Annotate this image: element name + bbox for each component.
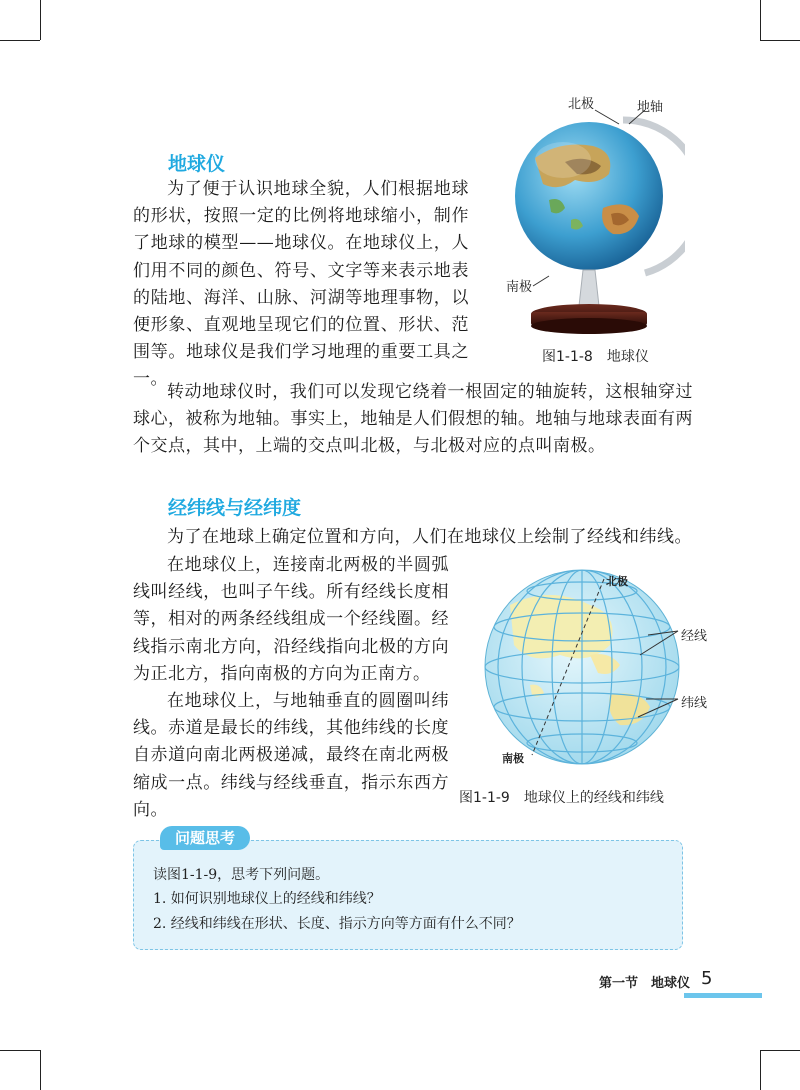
paragraph-meridian: 在地球仪上，连接南北两极的半圆弧线叫经线，也叫子午线。所有经线长度相等，相对的两条经线组成一个经线圈。经线指示南北方向，沿经线指向北极的方向为正北方，指向南极的方向为正南方。 (133, 555, 449, 684)
figure-globe (505, 88, 685, 348)
section-title-graticule: 经纬线与经纬度 (168, 497, 302, 519)
graticule-illustration (470, 565, 710, 770)
caption-figure-graticule: 图1-1-9 地球仪上的经线和纬线 (459, 790, 664, 806)
question-item-1: 1. 如何识别地球仪上的经线和纬线？ (153, 891, 381, 907)
label-meridian: 经线 (681, 629, 708, 644)
crop-mark (40, 0, 41, 40)
paragraph-earth-axis: 转动地球仪时，我们可以发现它绕着一根固定的轴旋转，这根轴穿过球心，被称为地轴。事实上，地轴是人们假想的轴。地轴与地球表面有两个交点，其中，上端的交点叫北极，与北极对应的点叫南极。 (133, 382, 693, 457)
crop-mark (760, 0, 761, 40)
label-north-pole: 北极 (568, 97, 595, 112)
footer-accent-bar (684, 993, 762, 998)
crop-mark (0, 1050, 40, 1051)
question-box-tab: 问题思考 (160, 826, 250, 850)
crop-mark (760, 1050, 761, 1090)
label-parallel: 纬线 (681, 696, 708, 711)
globe-illustration (505, 88, 685, 348)
crop-mark (0, 40, 40, 41)
crop-mark (40, 1050, 41, 1090)
question-item-2: 2. 经线和纬线在形状、长度、指示方向等方面有什么不同？ (153, 916, 521, 932)
footer-section-title: 第一节 地球仪 (598, 976, 690, 991)
paragraph-graticule-intro: 为了在地球上确定位置和方向，人们在地球仪上绘制了经线和纬线。 (167, 527, 692, 547)
label-earth-axis: 地轴 (637, 100, 664, 115)
label-north-pole-2: 北极 (606, 575, 628, 588)
page-number: 5 (701, 968, 713, 989)
label-south-pole-2: 南极 (502, 752, 524, 765)
crop-mark (760, 40, 800, 41)
paragraph-globe-intro: 为了便于认识地球全貌，人们根据地球的形状，按照一定的比例将地球缩小，制作了地球的模型——地球仪。在地球仪上，人们用不同的颜色、符号、文字等来表示地表的陆地、海洋、山脉、河湖等地理事物，以便形象、直观地呈现它们的位置、形状、范围等。地球仪是我们学习地理的重要工具之一。 (133, 179, 469, 390)
figure-graticule (470, 565, 710, 770)
caption-figure-globe: 图1-1-8 地球仪 (542, 349, 649, 365)
question-intro: 读图1-1-9，思考下列问题。 (153, 867, 330, 883)
crop-mark (760, 1050, 800, 1051)
section-title-globe: 地球仪 (168, 153, 226, 175)
label-south-pole: 南极 (506, 280, 533, 295)
paragraph-parallel: 在地球仪上，与地轴垂直的圆圈叫纬线。赤道是最长的纬线，其他纬线的长度自赤道向南北两极递减，最终在南北两极缩成一点。纬线与经线垂直，指示东西方向。 (133, 691, 449, 820)
